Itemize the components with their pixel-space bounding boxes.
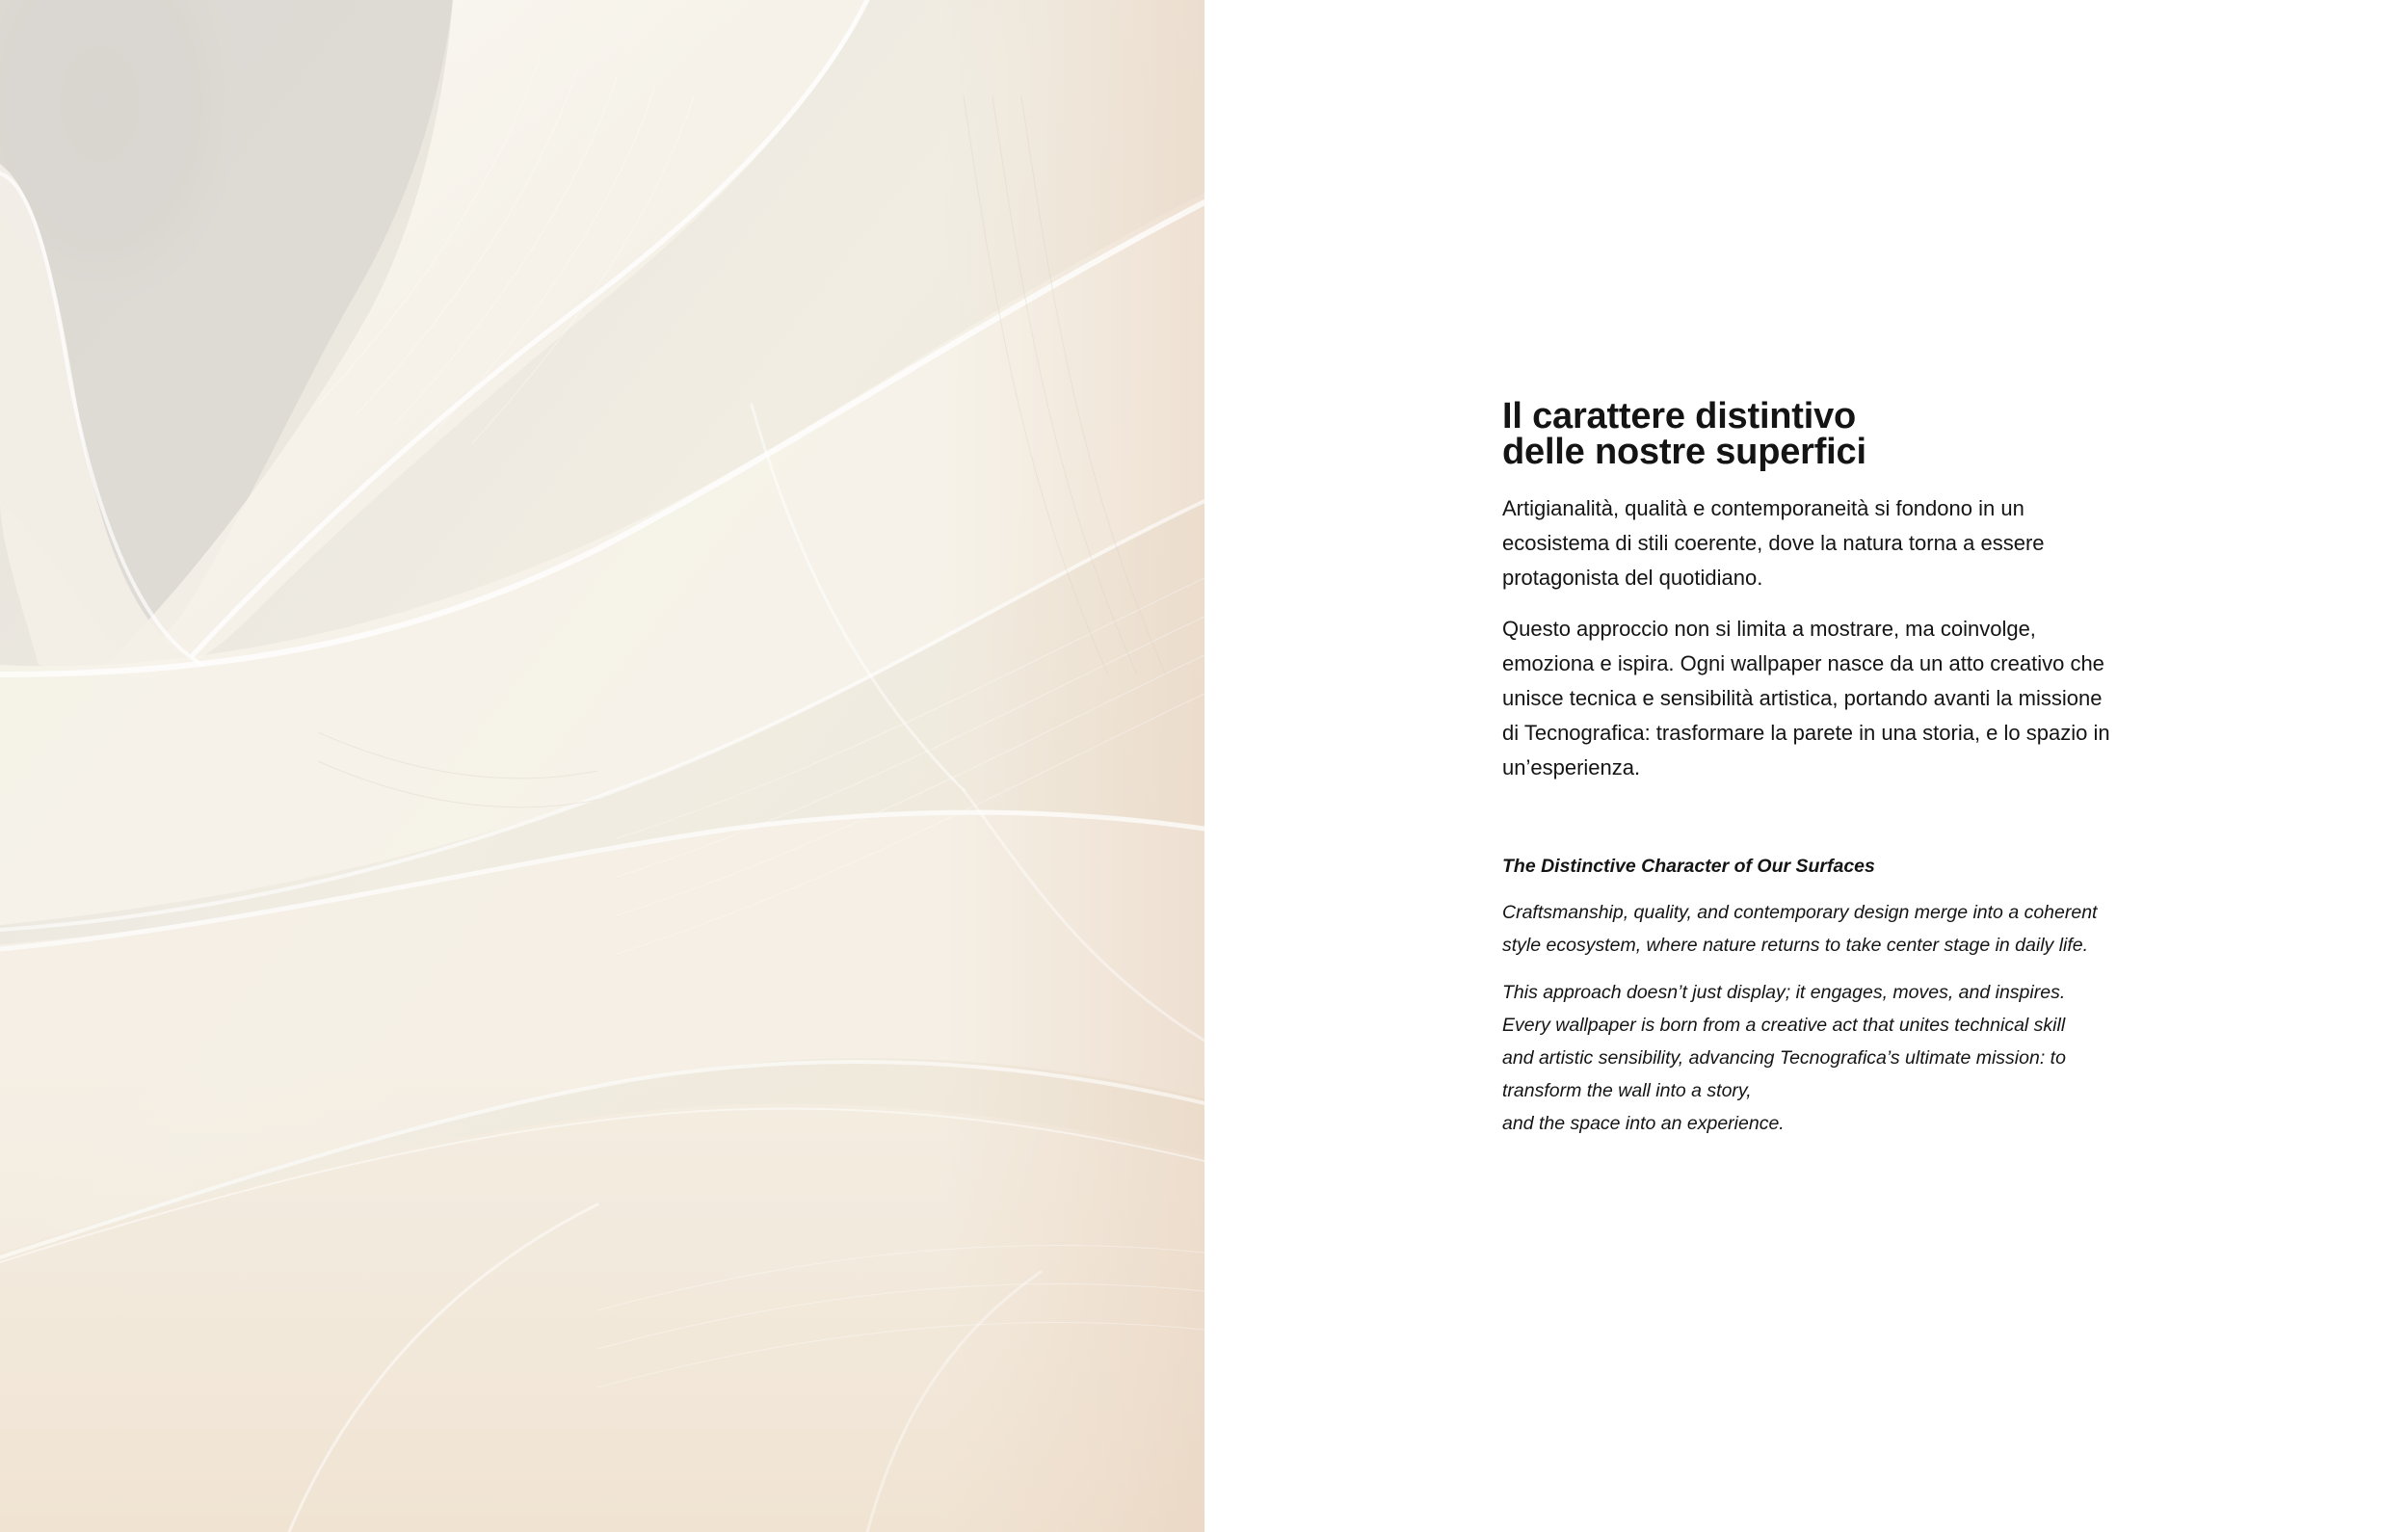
text-line: transform the wall into a story, — [1502, 1080, 1752, 1101]
text-line: un’esperienza. — [1502, 755, 1641, 779]
text-line: emoziona e ispira. Ogni wallpaper nasce da un atto creativo che — [1502, 651, 2104, 675]
italian-title — [1502, 396, 2119, 472]
text-page — [1204, 0, 2408, 1532]
text-line: and the space into an experience. — [1502, 1113, 1785, 1134]
text-line: Every wallpaper is born from a creative act that unites technical skill — [1502, 1015, 2066, 1036]
english-paragraph-1 — [1502, 896, 2119, 962]
text-line: protagonista del quotidiano. — [1502, 566, 1763, 590]
text-line: ecosistema di stili coerente, dove la natura torna a essere — [1502, 531, 2045, 555]
text-line: Craftsmanship, quality, and contemporary design merge into a coherent — [1502, 902, 2098, 923]
text-block — [1502, 396, 2119, 1140]
english-paragraph-2 — [1502, 976, 2119, 1140]
text-line: Questo approccio non si limita a mostrare, ma coinvolge, — [1502, 617, 2036, 641]
italian-title-line: Il carattere distintivo — [1502, 396, 1857, 436]
italian-paragraph-2 — [1502, 612, 2119, 785]
text-line: style ecosystem, where nature returns to take center stage in daily life. — [1502, 935, 2089, 956]
text-line: Artigianalità, qualità e contemporaneità si fondono in un — [1502, 496, 2024, 520]
text-line: di Tecnografica: trasformare la parete in una storia, e lo spazio in — [1502, 721, 2110, 745]
text-line: and artistic sensibility, advancing Tecnografica’s ultimate mission: to — [1502, 1047, 2066, 1069]
text-line: unisce tecnica e sensibilità artistica, portando avanti la missione — [1502, 686, 2103, 710]
text-line: This approach doesn’t just display; it engages, moves, and inspires. — [1502, 982, 2066, 1003]
italian-title-line: delle nostre superfici — [1502, 432, 1866, 472]
italian-paragraph-1 — [1502, 491, 2119, 595]
english-title: The Distinctive Character of Our Surfaces — [1502, 856, 1875, 877]
